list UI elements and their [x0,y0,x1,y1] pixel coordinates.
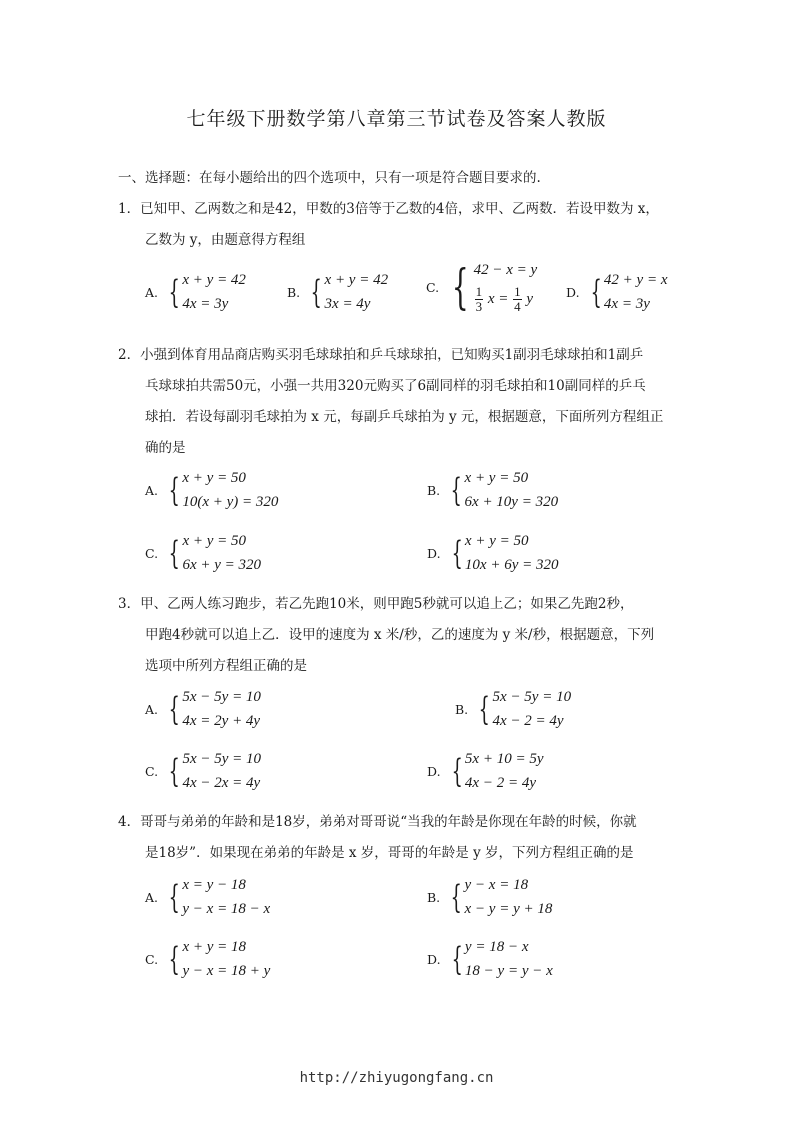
q3-option-c [145,747,261,795]
q1-option-a [145,268,246,316]
equation: x − y = y + 18 [464,901,553,917]
option-label: D. [427,545,441,561]
equation [474,282,538,316]
equation: 10(x + y) = 320 [182,494,279,510]
q4-option-c [145,935,270,983]
brace-icon: { [450,878,462,916]
q2-text-line-1: 2．小强到体育用品商店购买羽毛球球拍和乒乓球球拍，已知购买1副羽毛球球拍和1副乒 [118,347,644,363]
q2-option-d [427,529,558,577]
equation: x + y = 50 [182,533,247,549]
brace-icon: { [478,690,490,728]
q3-text-line-1: 3．甲、乙两人练习跑步，若乙先跑10米，则甲跑5秒就可以追上乙；如果乙先跑2秒， [118,596,634,612]
equation: x + y = 42 [324,272,389,288]
option-label: C. [145,763,159,779]
brace-icon: { [451,940,463,978]
option-label: D. [427,763,441,779]
section-heading: 一、选择题：在每小题给出的四个选项中，只有一项是符合题目要求的. [118,170,541,186]
q2-text-line-3: 球拍．若设每副羽毛球拍为 x 元，每副乒乓球拍为 y 元，根据题意，下面所列方程组正 [145,409,664,425]
equation: x + y = 50 [464,533,529,549]
equation: x + y = 18 [182,939,247,955]
footer-url: http://zhiyugongfang.cn [299,1070,494,1086]
option-label: D. [566,284,580,300]
option-label: B. [287,284,301,300]
option-label: B. [427,482,441,498]
q4-option-d [427,935,553,983]
equation: 5x − 5y = 10 [492,689,572,705]
brace-icon: { [168,752,180,790]
fraction-denominator: 3 [475,299,483,315]
equation: 4x = 3y [603,296,650,312]
option-label: B. [455,701,469,717]
brace-icon: { [451,259,469,315]
equation: y − x = 18 − x [182,901,271,917]
option-label: A. [145,701,159,717]
q2-option-a [145,466,278,514]
q2-option-b [427,466,558,514]
page-title: 七年级下册数学第八章第三节试卷及答案人教版 [186,108,607,130]
equation: x + y = 42 [182,272,246,288]
q4-text-line-1: 4．哥哥与弟弟的年龄和是18岁，弟弟对哥哥说“当我的年龄是你现在年龄的时候，你就 [118,814,637,830]
brace-icon: { [450,471,462,509]
q2-option-c [145,529,261,577]
q2-text-line-4: 确的是 [145,440,186,456]
q1-text-line-2: 乙数为 y，由题意得方程组 [145,232,306,248]
q4-option-a [145,873,270,921]
q1-option-b [287,268,388,316]
option-label: C. [145,951,159,967]
option-label: A. [145,889,159,905]
equation: 5x − 5y = 10 [182,689,261,705]
brace-icon: { [168,471,180,509]
equation: 6x + 10y = 320 [464,494,559,510]
q4-text-line-2: 是18岁”．如果现在弟弟的年龄是 x 岁，哥哥的年龄是 y 岁，下列方程组正确的是 [145,845,634,861]
q3-option-b [455,685,571,733]
fraction-numerator: 1 [475,284,483,300]
equation: 4x = 2y + 4y [182,713,261,729]
equation: 4x − 2 = 4y [464,775,536,791]
brace-icon: { [168,940,180,978]
equation: 4x − 2 = 4y [492,713,564,729]
brace-icon: { [310,273,322,311]
q1-text-line-1: 1．已知甲、乙两数之和是42，甲数的3倍等于乙数的4倍，求甲、乙两数．若设甲数为 x， [118,201,659,217]
fraction-numerator: 1 [514,284,521,300]
equation: x + y = 50 [182,470,246,486]
equation: 4x − 2x = 4y [182,775,261,791]
option-label: C. [145,545,159,561]
q3-option-d [427,747,543,795]
brace-icon: { [590,273,602,311]
equation: 5x − 5y = 10 [182,751,262,767]
equation-part: x = [487,291,509,307]
option-label: C. [426,279,440,295]
fraction-denominator: 4 [514,299,521,315]
equation: y − x = 18 + y [182,963,271,979]
q1-option-d [566,268,667,316]
equation: 6x + y = 320 [182,557,262,573]
equation: 5x + 10 = 5y [464,751,544,767]
equation: 3x = 4y [324,296,371,312]
equation: y = 18 − x [464,939,529,955]
q3-option-a [145,685,261,733]
equation-part: y [526,291,534,307]
brace-icon: { [451,752,463,790]
q1-option-c [426,258,537,316]
q3-text-line-3: 选项中所列方程组正确的是 [145,658,307,674]
equation: y − x = 18 [464,877,529,893]
q3-text-line-2: 甲跑4秒就可以追上乙．设甲的速度为 x 米/秒，乙的速度为 y 米/秒，根据题意，下列 [145,627,655,643]
brace-icon: { [168,878,180,916]
option-label: A. [145,482,159,498]
equation: 42 + y = x [603,272,668,288]
equation: 42 − x = y [473,262,538,278]
brace-icon: { [168,273,180,311]
brace-icon: { [451,534,463,572]
equation: 10x + 6y = 320 [464,557,559,573]
option-label: B. [427,889,441,905]
equation: x = y − 18 [182,877,246,893]
equation: x + y = 50 [464,470,529,486]
q4-option-b [427,873,552,921]
equation: 18 − y = y − x [464,963,553,979]
option-label: A. [145,284,159,300]
brace-icon: { [168,690,180,728]
equation: 4x = 3y [182,296,229,312]
option-label: D. [427,951,441,967]
q2-text-line-2: 乓球球拍共需50元，小强一共用320元购买了6副同样的羽毛球拍和10副同样的乒乓 [145,378,646,394]
brace-icon: { [168,534,180,572]
